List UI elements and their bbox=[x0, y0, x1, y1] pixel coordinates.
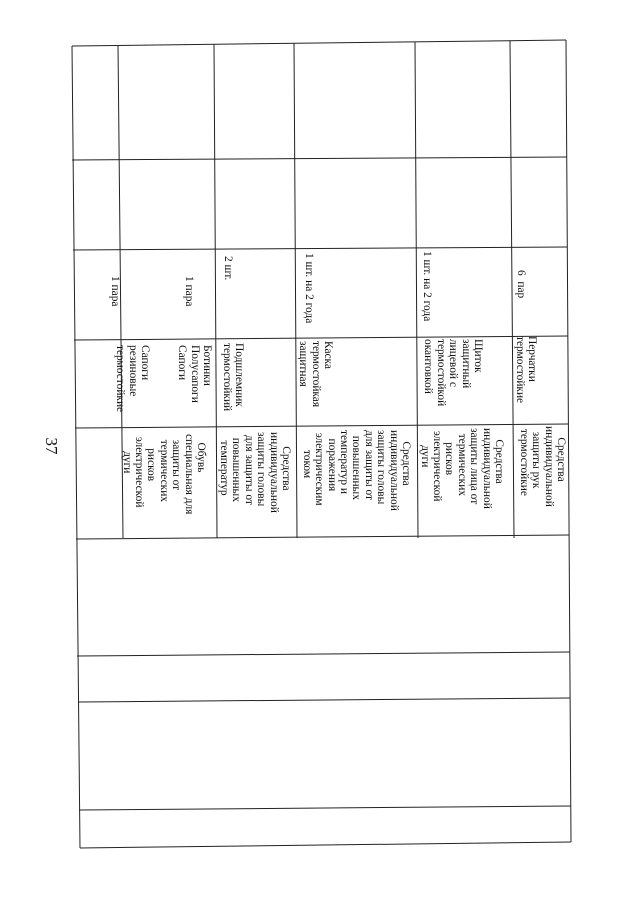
cell-name-text: Средства индивидуальной защиты рук термостойкие bbox=[517, 426, 567, 507]
cell-name-text: Обувь специальная для защиты от термических рисков электрической дуги bbox=[120, 434, 207, 515]
cell-name-text: Средства индивидуальной защиты головы для защиты от повышенных температур и поражения электрическим током bbox=[300, 430, 412, 511]
row-separator bbox=[510, 41, 514, 538]
column-separator bbox=[79, 806, 571, 810]
cell-name-text: Средства индивидуальной защиты лица от термических рисков электрической дуги bbox=[418, 428, 505, 509]
cell-quantity-text: 2 шт. bbox=[222, 256, 234, 281]
cell-item-text: Ботинки Полусапоги Сапоги Сапоги резиновые термостойкие bbox=[114, 345, 213, 413]
cell-name-text: Средства индивидуальной защиты головы для защиты от повышенных температур bbox=[217, 432, 292, 513]
table-border-bottom bbox=[80, 842, 571, 848]
cell-item-text: Щиток защитный лицевой с термостойкой окантовкой bbox=[422, 339, 484, 407]
column-separator bbox=[72, 157, 567, 160]
row-separator bbox=[214, 44, 217, 538]
table-border-left bbox=[72, 46, 80, 848]
column-separator bbox=[73, 247, 567, 250]
cell-item-text: Перчатки термостойкие bbox=[513, 336, 538, 404]
column-separator bbox=[76, 535, 569, 539]
table-border-top bbox=[72, 40, 566, 46]
cell-quantity-text: 6 пар bbox=[515, 270, 527, 299]
column-separator bbox=[78, 698, 570, 702]
column-separator bbox=[74, 336, 568, 340]
cell-item-text: Подшлемник термостойкий bbox=[220, 343, 245, 412]
page-number: 37 bbox=[42, 437, 61, 455]
cell-quantity-text: 1 шт. на 2 года bbox=[421, 251, 433, 322]
column-separator bbox=[77, 652, 570, 656]
row-separator bbox=[294, 43, 297, 538]
cell-quantity-text: 1 шт. на 2 года bbox=[303, 253, 315, 324]
cell-item-text: Каска термостойкая защитная bbox=[297, 341, 334, 408]
cell-quantity-text: 1 пара 1 пара bbox=[108, 276, 195, 307]
